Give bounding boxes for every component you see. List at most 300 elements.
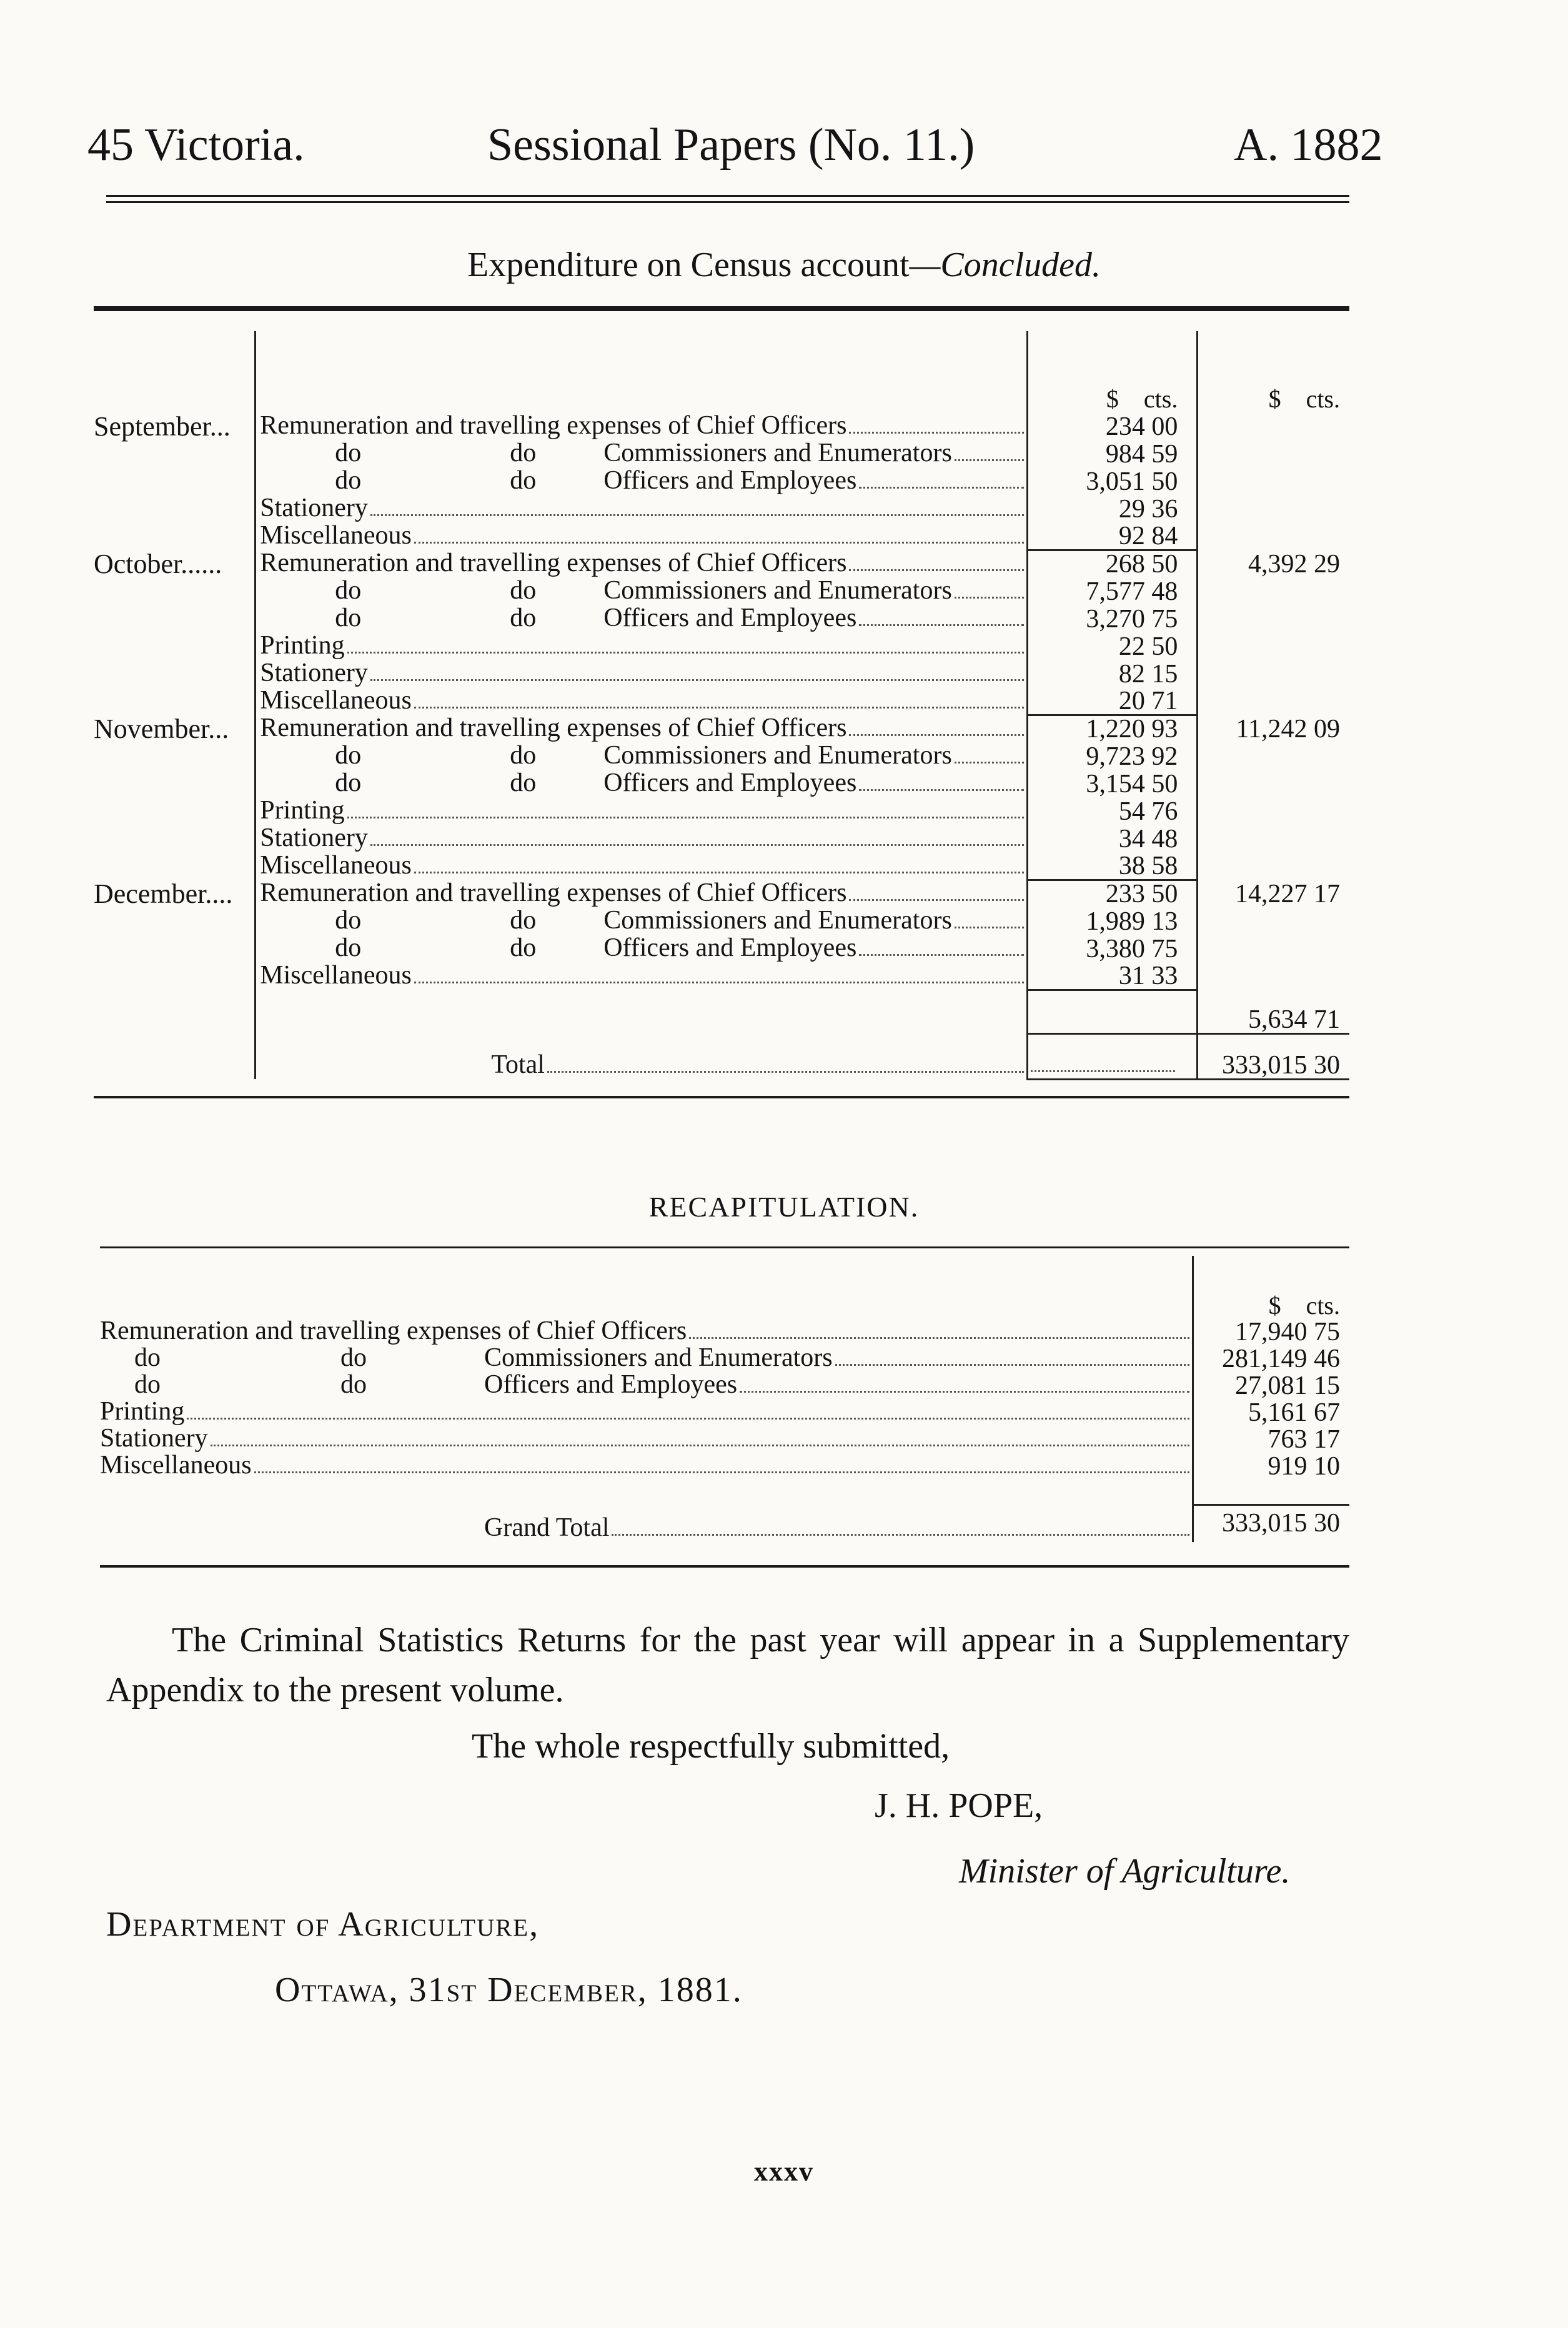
item-label: Remuneration and travelling expenses of Chief Officers xyxy=(100,1316,687,1345)
description xyxy=(100,1399,1192,1426)
month-cell xyxy=(94,935,256,962)
ditto: do xyxy=(510,933,537,962)
description-cell xyxy=(256,412,1028,440)
month-cell xyxy=(94,907,256,935)
currency-header xyxy=(1027,331,1197,412)
ditto-marks xyxy=(260,770,603,796)
description xyxy=(260,770,1026,797)
item-label: Officers and Employees xyxy=(603,933,857,962)
recap-amount: 27,081 15 xyxy=(1193,1372,1349,1399)
grand-total-row xyxy=(100,1505,1349,1542)
ditto: do xyxy=(335,933,362,962)
blank-cell xyxy=(94,990,256,1033)
month-cell xyxy=(94,550,256,577)
dot-leader xyxy=(859,954,1024,956)
item-label: Commissioners and Enumerators xyxy=(603,576,952,605)
month-total-cell xyxy=(1198,770,1349,797)
amount-cell: 92 84 xyxy=(1027,522,1197,550)
dot-leader xyxy=(370,514,1024,516)
ledger-row xyxy=(94,577,1349,605)
dot-leader xyxy=(740,1391,1189,1393)
amount-cell: 984 59 xyxy=(1027,440,1197,467)
amount-cell: 9,723 92 xyxy=(1027,742,1197,770)
ditto: do xyxy=(510,604,537,632)
ledger-row xyxy=(94,687,1349,715)
grand-total-text: Grand Total xyxy=(484,1513,610,1542)
ditto: do xyxy=(340,1370,367,1399)
amount-cell: 3,270 75 xyxy=(1027,605,1197,632)
ledger-row xyxy=(94,660,1349,687)
month-total-cell xyxy=(1198,632,1349,660)
dot-leader xyxy=(211,1445,1189,1446)
description xyxy=(100,1453,1192,1480)
description-label xyxy=(100,1318,687,1344)
ledger-row xyxy=(94,825,1349,852)
ledger-row xyxy=(94,440,1349,467)
total-text: Total xyxy=(491,1050,545,1079)
ditto: do xyxy=(134,1370,161,1399)
amount-cell: 82 15 xyxy=(1027,660,1197,687)
item-label: Printing xyxy=(100,1397,185,1426)
ledger-row xyxy=(94,632,1349,660)
description-label xyxy=(260,495,368,521)
dot-leader xyxy=(849,432,1023,434)
month-total-cell xyxy=(1198,687,1349,715)
description-label xyxy=(260,770,856,796)
dot-leader xyxy=(347,817,1024,818)
description-label xyxy=(260,797,344,823)
description xyxy=(260,577,1026,605)
dot-leader xyxy=(187,1418,1189,1420)
item-label: Officers and Employees xyxy=(603,466,857,495)
recap-spacer xyxy=(100,1480,1349,1505)
ledger-row xyxy=(94,522,1349,550)
description-label xyxy=(260,522,412,549)
description-cell xyxy=(256,852,1028,880)
description-label xyxy=(260,440,952,466)
description xyxy=(260,632,1026,660)
description xyxy=(260,962,1026,990)
ledger-row xyxy=(94,797,1349,825)
month-total-cell xyxy=(1198,797,1349,825)
ditto-marks xyxy=(100,1343,484,1372)
description-label xyxy=(260,550,846,576)
description xyxy=(260,715,1026,742)
dot-leader xyxy=(370,679,1024,681)
recap-title: RECAPITULATION. xyxy=(648,1191,920,1223)
grand-total-amount: 333,015 30 xyxy=(1193,1505,1349,1542)
item-label: Printing xyxy=(260,631,345,660)
item-label: Miscellaneous xyxy=(260,686,412,715)
recap-description xyxy=(100,1453,1193,1480)
description-label xyxy=(260,605,856,631)
recap-row xyxy=(100,1426,1349,1453)
description-label xyxy=(260,962,412,988)
blank-cell xyxy=(256,990,1028,1033)
expenditure-table xyxy=(94,331,1349,1080)
item-label: Miscellaneous xyxy=(260,851,412,880)
header-rule-top xyxy=(106,195,1349,197)
dot-leader xyxy=(859,487,1024,489)
dot-leader xyxy=(370,844,1024,846)
running-head-left: 45 Victoria. xyxy=(87,119,305,171)
table-caption xyxy=(0,245,1568,285)
description xyxy=(260,935,1026,962)
item-label: Commissioners and Enumerators xyxy=(603,906,952,935)
description-cell xyxy=(256,907,1028,935)
total-row xyxy=(94,1033,1349,1079)
grand-total-label-cell xyxy=(100,1505,1193,1542)
dot-leader xyxy=(612,1534,1189,1536)
month-total-cell xyxy=(1198,577,1349,605)
ditto-marks xyxy=(100,1370,484,1399)
month-label: December.... xyxy=(94,878,233,909)
description xyxy=(260,522,1026,550)
amount-cell: 233 50 xyxy=(1027,880,1197,907)
item-label: Stationery xyxy=(260,823,368,852)
description-label xyxy=(260,715,846,741)
month-cell xyxy=(94,880,256,907)
ledger-row xyxy=(94,880,1349,907)
description-label xyxy=(260,467,856,494)
month-cell xyxy=(94,440,256,467)
description-cell xyxy=(256,550,1028,577)
amount-cell: 20 71 xyxy=(1027,687,1197,715)
month-total-cell xyxy=(1198,880,1349,907)
ledger-row xyxy=(94,907,1349,935)
description-label xyxy=(260,687,412,714)
dollar-sign: $ xyxy=(1268,1291,1281,1320)
item-label: Officers and Employees xyxy=(484,1370,738,1399)
description-cell xyxy=(256,715,1028,742)
place-date: Ottawa, 31st December, 1881. xyxy=(275,1971,743,2009)
month-total-cell xyxy=(1198,962,1349,990)
item-label: Miscellaneous xyxy=(100,1451,252,1480)
amount-cell: 7,577 48 xyxy=(1027,577,1197,605)
description xyxy=(260,852,1026,880)
recap-bottom-rule xyxy=(100,1565,1349,1568)
description xyxy=(260,907,1026,935)
month-total-cell xyxy=(1198,440,1349,467)
month-total-cell xyxy=(1198,467,1349,495)
description-cell xyxy=(256,605,1028,632)
description-cell xyxy=(256,935,1028,962)
month-total-cell xyxy=(1198,495,1349,522)
month-label: October...... xyxy=(94,549,222,579)
description xyxy=(260,495,1026,522)
ledger-row xyxy=(94,852,1349,880)
currency-header-row xyxy=(94,331,1349,412)
amount-cell: 234 00 xyxy=(1027,412,1197,440)
page-number: xxxv xyxy=(754,2156,814,2187)
month-total-cell xyxy=(1198,605,1349,632)
amount-cell: 3,051 50 xyxy=(1027,467,1197,495)
dollar-sign: $ xyxy=(1106,385,1119,413)
recap-row xyxy=(100,1453,1349,1480)
description xyxy=(260,440,1026,467)
month-cell xyxy=(94,577,256,605)
amount-cell: 268 50 xyxy=(1027,550,1197,577)
description xyxy=(100,1318,1192,1345)
ditto: do xyxy=(335,466,362,495)
dot-leader xyxy=(414,542,1024,544)
description-label xyxy=(260,852,412,878)
month-cell xyxy=(94,797,256,825)
recap-description xyxy=(100,1318,1193,1345)
total-amount-blank xyxy=(1027,1033,1197,1079)
ledger-row xyxy=(94,770,1349,797)
dot-leader xyxy=(849,734,1023,736)
amount-cell: 1,220 93 xyxy=(1027,715,1197,742)
ditto: do xyxy=(340,1343,367,1372)
recap-row xyxy=(100,1345,1349,1372)
description-cell xyxy=(256,467,1028,495)
cents-label: cts. xyxy=(1306,1291,1340,1320)
description-label xyxy=(260,825,368,851)
ditto-marks xyxy=(260,467,603,494)
description-label xyxy=(100,1372,737,1398)
description-label xyxy=(100,1426,208,1451)
dot-leader xyxy=(955,459,1024,461)
caption-italic: —Concluded. xyxy=(909,246,1101,284)
dot-leader xyxy=(347,652,1024,654)
recap-top-rule xyxy=(100,1246,1349,1248)
dot-leader xyxy=(689,1337,1189,1339)
month-total-cell xyxy=(1198,825,1349,852)
ledger-row xyxy=(94,550,1349,577)
dot-leader xyxy=(414,982,1024,983)
description-cell xyxy=(256,880,1028,907)
blank-cell xyxy=(1193,1480,1349,1505)
description xyxy=(260,742,1026,770)
blank-cell xyxy=(94,1033,256,1079)
description-cell xyxy=(256,522,1028,550)
description xyxy=(260,797,1026,825)
description-label xyxy=(260,412,846,439)
ditto: do xyxy=(510,439,537,467)
caption-text: Expenditure on Census account xyxy=(467,246,910,284)
amount-cell: 31 33 xyxy=(1027,962,1197,990)
month-total: 11,242 09 xyxy=(1236,715,1340,744)
description-label xyxy=(100,1453,252,1478)
ditto: do xyxy=(510,906,537,935)
table-bottom-rule xyxy=(94,1096,1349,1098)
amount-cell: 54 76 xyxy=(1027,797,1197,825)
amount-cell: 1,989 13 xyxy=(1027,907,1197,935)
table-top-rule xyxy=(94,306,1349,311)
month-cell xyxy=(94,715,256,742)
amount-cell: 29 36 xyxy=(1027,495,1197,522)
running-head-right: A. 1882 xyxy=(1234,119,1383,171)
currency-header xyxy=(1193,1256,1349,1318)
description-cell xyxy=(256,687,1028,715)
description xyxy=(260,412,1026,440)
recap-description xyxy=(100,1345,1193,1372)
closing-paragraph: The Criminal Statistics Returns for the past year will appear in a Supplementary Appendix to the present volume. xyxy=(106,1621,1349,1709)
ditto: do xyxy=(510,466,537,495)
item-label: Stationery xyxy=(100,1424,208,1453)
dot-leader xyxy=(955,597,1024,599)
month-cell xyxy=(94,852,256,880)
month-total-cell xyxy=(1198,935,1349,962)
ditto: do xyxy=(335,439,362,467)
description-label xyxy=(260,632,344,659)
blank-cell xyxy=(1027,990,1197,1033)
ledger-row xyxy=(94,962,1349,990)
recap-description xyxy=(100,1399,1193,1426)
blank-cell xyxy=(100,1480,1193,1505)
description-label xyxy=(260,742,952,769)
description-cell xyxy=(256,825,1028,852)
month-cell xyxy=(94,467,256,495)
total-label xyxy=(260,1052,1026,1079)
description xyxy=(260,880,1026,907)
amount-cell: 22 50 xyxy=(1027,632,1197,660)
item-label: Officers and Employees xyxy=(603,769,857,797)
month-total-cell xyxy=(1198,412,1349,440)
dot-leader xyxy=(1031,1070,1175,1072)
description xyxy=(260,605,1026,632)
ledger-row xyxy=(94,412,1349,440)
cents-label: cts. xyxy=(1306,385,1340,413)
amount-cell: 3,380 75 xyxy=(1027,935,1197,962)
currency-header xyxy=(1198,331,1349,412)
item-label: Stationery xyxy=(260,659,368,687)
grand-total-label xyxy=(100,1515,1192,1542)
signature: J. H. POPE, xyxy=(875,1786,1043,1825)
ledger-row xyxy=(94,495,1349,522)
ditto: do xyxy=(335,906,362,935)
item-label: Miscellaneous xyxy=(260,521,412,550)
dot-leader xyxy=(849,899,1023,901)
item-label: Printing xyxy=(260,796,345,825)
description-cell xyxy=(256,440,1028,467)
ditto: do xyxy=(335,741,362,770)
item-label: Commissioners and Enumerators xyxy=(484,1343,833,1372)
department: Department of Agriculture, xyxy=(106,1905,540,1944)
description xyxy=(260,660,1026,687)
description-label xyxy=(260,880,846,906)
month-total: 4,392 29 xyxy=(1248,550,1340,579)
month-cell xyxy=(94,495,256,522)
blank-cell xyxy=(94,331,256,412)
total-amount: 333,015 30 xyxy=(1198,1033,1349,1079)
ditto: do xyxy=(335,769,362,797)
blank-cell xyxy=(100,1256,1193,1318)
ditto-marks xyxy=(260,440,603,466)
total-label-cell xyxy=(256,1033,1028,1079)
month-total-cell xyxy=(1198,715,1349,742)
recap-description xyxy=(100,1372,1193,1399)
closing-line: The whole respectfully submitted, xyxy=(472,1727,950,1766)
month-total-cell xyxy=(1198,742,1349,770)
month-cell xyxy=(94,660,256,687)
ditto-marks xyxy=(260,742,603,769)
item-label: Remuneration and travelling expenses of Chief Officers xyxy=(260,549,847,577)
month-total-cell xyxy=(1198,550,1349,577)
item-label: Remuneration and travelling expenses of Chief Officers xyxy=(260,411,847,440)
recap-amount: 281,149 46 xyxy=(1193,1345,1349,1372)
recap-row xyxy=(100,1399,1349,1426)
month-cell xyxy=(94,742,256,770)
month-label: November... xyxy=(94,714,229,744)
ditto-marks xyxy=(260,935,603,961)
item-label: Miscellaneous xyxy=(260,961,412,990)
description-label xyxy=(100,1399,184,1425)
recap-description xyxy=(100,1426,1193,1453)
description-cell xyxy=(256,577,1028,605)
ditto-marks xyxy=(260,577,603,604)
item-label: Stationery xyxy=(260,494,368,522)
recap-amount: 5,161 67 xyxy=(1193,1399,1349,1426)
month-cell xyxy=(94,632,256,660)
item-label: Officers and Employees xyxy=(603,604,857,632)
description-cell xyxy=(256,797,1028,825)
dot-leader-cell xyxy=(1028,1070,1178,1078)
description-cell xyxy=(256,742,1028,770)
ditto: do xyxy=(335,576,362,605)
recap-amount: 763 17 xyxy=(1193,1426,1349,1453)
description xyxy=(260,825,1026,852)
ledger-row xyxy=(94,742,1349,770)
description-cell xyxy=(256,770,1028,797)
month-cell xyxy=(94,605,256,632)
item-label: Remuneration and travelling expenses of Chief Officers xyxy=(260,714,847,742)
description xyxy=(260,550,1026,577)
month-cell xyxy=(94,687,256,715)
recap-row xyxy=(100,1318,1349,1345)
month-total-cell xyxy=(1198,852,1349,880)
dot-leader xyxy=(414,872,1024,873)
description-cell xyxy=(256,962,1028,990)
description-label xyxy=(260,935,856,961)
ledger-row xyxy=(94,715,1349,742)
amount-cell: 38 58 xyxy=(1027,852,1197,880)
dot-leader xyxy=(859,624,1024,626)
month-cell xyxy=(94,522,256,550)
description xyxy=(260,687,1026,715)
dot-leader xyxy=(547,1071,1024,1073)
dot-leader xyxy=(955,762,1024,764)
description-label xyxy=(260,660,368,686)
blank-cell xyxy=(256,331,1028,412)
ditto: do xyxy=(510,741,537,770)
dot-leader xyxy=(254,1471,1189,1473)
recap-table xyxy=(100,1256,1349,1542)
running-head-center: Sessional Papers (No. 11.) xyxy=(487,119,975,171)
description-label xyxy=(260,907,952,933)
month-total: 5,634 71 xyxy=(1248,1005,1340,1034)
recap-row xyxy=(100,1372,1349,1399)
dot-leader xyxy=(849,569,1023,571)
ditto-marks xyxy=(260,605,603,631)
ditto-marks xyxy=(260,907,603,933)
dot-leader xyxy=(859,789,1024,791)
month-cell xyxy=(94,770,256,797)
month-total-cell xyxy=(1198,660,1349,687)
ditto: do xyxy=(134,1343,161,1372)
recap-header-row xyxy=(100,1256,1349,1318)
description-cell xyxy=(256,495,1028,522)
cents-label: cts. xyxy=(1143,385,1178,413)
description-label xyxy=(260,577,952,604)
ledger-row xyxy=(94,990,1349,1033)
description xyxy=(100,1345,1192,1372)
ledger-row xyxy=(94,935,1349,962)
dot-leader xyxy=(414,707,1024,709)
description-cell xyxy=(256,660,1028,687)
description xyxy=(100,1372,1192,1399)
